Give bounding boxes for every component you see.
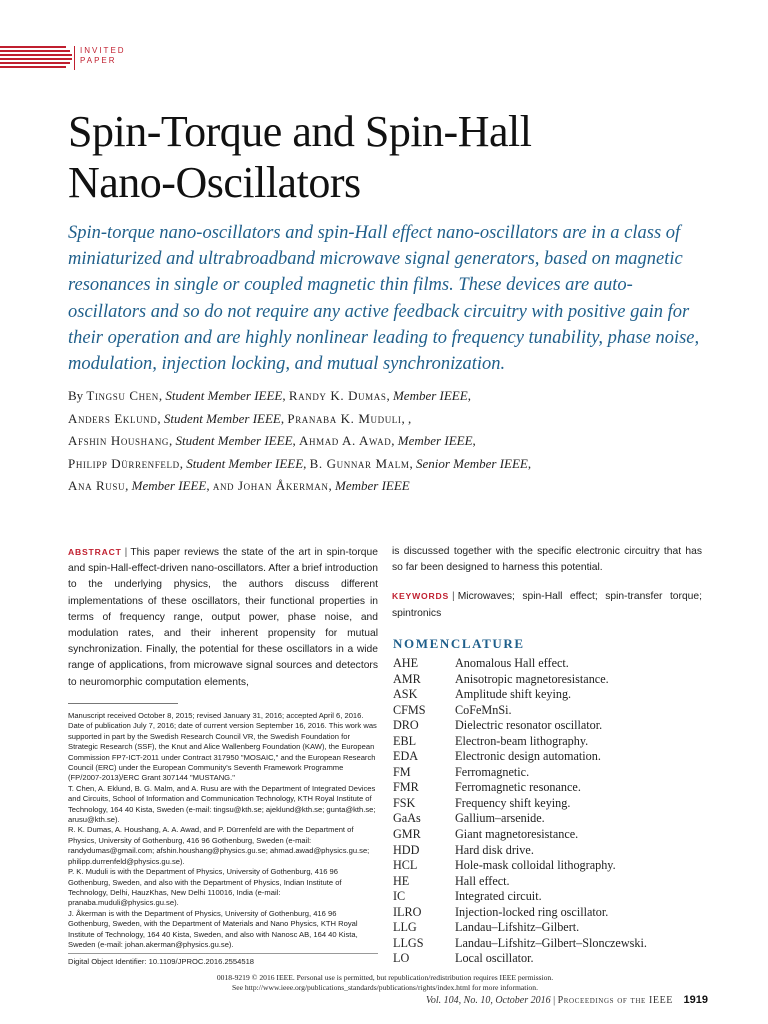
journal-footer: [426, 994, 708, 1006]
nomenclature-item: [393, 765, 713, 781]
nomenclature-abbr: ASK: [393, 687, 418, 702]
nomenclature-abbr: FSK: [393, 795, 416, 810]
nomenclature-definition: Hall effect.: [455, 873, 510, 888]
nomenclature-definition: Gallium–arsenide.: [455, 811, 545, 826]
nomenclature-definition: Frequency shift keying.: [455, 795, 571, 810]
footnote-paragraph: R. K. Dumas, A. Houshang, A. A. Awad, and P. Dürrenfeld are with the Department of Physics, University of Gothenburg, 416 96 Gothenburg, Sweden (e-mail: randydumas@gmail.com; afshin.houshang@physics.gu.se; ahmad.awad@physics.gu.se; philipp.durrenfeld@physics.gu.se).: [68, 825, 370, 866]
nomenclature-abbr: DRO: [393, 718, 419, 733]
title-line-2: Nano-Oscillators: [68, 158, 361, 207]
nomenclature-item: [393, 796, 713, 812]
nomenclature-item: [393, 905, 713, 921]
author-role: Member IEEE: [335, 478, 410, 493]
nomenclature-item: [393, 672, 713, 688]
author-separator: ,: [303, 455, 307, 471]
nomenclature-item: [393, 718, 713, 734]
nomenclature-abbr: LO: [393, 951, 410, 966]
nomenclature-definition: Integrated circuit.: [455, 889, 542, 904]
nomenclature-abbr: LLGS: [393, 935, 424, 950]
abstract-block: [68, 544, 378, 691]
abstract-separator: |: [124, 547, 128, 558]
author-name: Pranaba K. Muduli: [287, 410, 402, 426]
by-label: By: [68, 388, 84, 403]
invited-paper-mark: [0, 44, 160, 72]
nomenclature-abbr: HCL: [393, 858, 418, 873]
footnote-paragraph: Manuscript received October 8, 2015; revised January 31, 2016; accepted April 6, 2016. Date of publication July 7, 2016; date of current version September 16, 2016. This work was supported in part by the Swedish Research Council VR, the Swedish Foundation for Strategic Research (SSF), the Knut and Alice Wallenberg Foundation (KAW), the European Commission FP7-ICT-2011 under Contract 317950 "MOSAIC," and the European Research Council (ERC) under the European Community's Seventh Framework Programme (FP/2007-2013)/ERC Grant 307144 "MUSTANG.": [68, 711, 377, 783]
nomenclature-definition: Amplitude shift keying.: [455, 687, 572, 702]
keywords-label: KEYWORDS: [392, 591, 450, 602]
nomenclature-item: [393, 703, 713, 719]
footnote-paragraph: J. Åkerman is with the Department of Physics, University of Gothenburg, 416 96 Gothenburg, Sweden, with the Department of Materials and Nano Physics, KTH Royal Institute of Technology, 164 40 Kista, Sweden, and also with Nanosc AB, 164 40 Kista, Sweden (e-mail: johan.akerman@physics.gu.se).: [68, 908, 358, 949]
author-separator: ,: [292, 433, 296, 448]
nomenclature-abbr: IC: [393, 889, 406, 904]
nomenclature-definition: Anomalous Hall effect.: [455, 656, 569, 670]
nomenclature-item: [393, 780, 713, 796]
author-role: Student Member IEEE: [165, 388, 283, 403]
doi-text: Digital Object Identifier: 10.1109/JPROC.2016.2554518: [68, 957, 255, 966]
nomenclature-definition: CoFeMnSi.: [455, 702, 512, 717]
author-line: Anders Eklund, Student Member IEEE, Pranaba K. Muduli, ,: [68, 410, 412, 426]
author-role: Senior Member IEEE: [415, 455, 528, 471]
nomenclature-definition: Local oscillator.: [455, 951, 534, 966]
author-name: Tingsu Chen: [86, 388, 159, 403]
author-name: Ahmad A. Awad: [299, 433, 392, 448]
nomenclature-definition: Ferromagnetic.: [455, 764, 530, 779]
keywords-text: Microwaves; spin-Hall effect; spin-transfer torque; spintronics: [392, 591, 702, 619]
nomenclature-abbr: ILRO: [393, 904, 422, 919]
nomenclature-abbr: AHE: [393, 656, 419, 670]
nomenclature-abbr: GaAs: [393, 811, 421, 826]
title-line-1: Spin-Torque and Spin-Hall: [68, 107, 532, 156]
nomenclature-item: [393, 951, 713, 967]
journal-name: Proceedings of the IEEE: [557, 995, 674, 1006]
invited-line: INVITED: [80, 46, 126, 55]
author-list: [68, 385, 708, 498]
abstract-continuation: is discussed together with the specific electronic circuitry that has so far been designed to harness this potential.: [392, 546, 702, 574]
nomenclature-item: [393, 734, 713, 750]
nomenclature-definition: Ferromagnetic resonance.: [455, 780, 581, 795]
nomenclature-item: [393, 827, 713, 843]
nomenclature-abbr: LLG: [393, 920, 417, 935]
nomenclature-list: [393, 656, 713, 967]
doi-divider: [68, 953, 378, 954]
nomenclature-abbr: AMR: [393, 671, 421, 686]
invited-divider: [74, 46, 75, 70]
right-column: [392, 544, 702, 622]
stripes-decoration: [0, 44, 72, 72]
author-separator: ,: [467, 388, 471, 403]
author-name: B. Gunnar Malm: [309, 455, 410, 471]
nomenclature-definition: Hard disk drive.: [455, 842, 534, 857]
nomenclature-abbr: GMR: [393, 827, 421, 842]
journal-separator: |: [553, 995, 556, 1006]
nomenclature-abbr: FMR: [393, 780, 419, 795]
nomenclature-item: [393, 843, 713, 859]
nomenclature-definition: Electron-beam lithography.: [455, 733, 589, 748]
nomenclature-abbr: HDD: [393, 842, 420, 857]
copyright-notice: [150, 973, 620, 993]
nomenclature-definition: Electronic design automation.: [455, 749, 601, 764]
nomenclature-item: [393, 936, 713, 952]
nomenclature-item: [393, 874, 713, 890]
invited-label: [80, 46, 126, 66]
author-separator: ,: [280, 410, 285, 426]
copyright-line-2: See http://www.ieee.org/publications_standards/publications/rights/index.html for more information.: [231, 983, 538, 992]
abstract-text: This paper reviews the state of the art in spin-torque and spin-Hall-effect-driven nano-oscillators. After a brief introduction to the underlying physics, the authors discuss different implementations of these oscillators, their functional properties in terms of frequency range, output power, phase noise, and modulation rates, and their inherent propensity for mutual synchronization. Finally, the potential for these oscillators in a wide range of applications, from microwave signal sources and detectors to neuromorphic computation elements,: [68, 547, 378, 688]
abstract-label: ABSTRACT: [68, 547, 122, 557]
author-separator: ,: [472, 433, 476, 448]
nomenclature-item: [393, 811, 713, 827]
paper-line: PAPER: [80, 56, 117, 65]
author-role: Student Member IEEE: [175, 433, 293, 448]
journal-issue: Vol. 104, No. 10, October 2016: [425, 995, 551, 1006]
author-role: Student Member IEEE: [163, 410, 281, 426]
author-separator: ,: [206, 478, 210, 493]
teaser-summary: Spin-torque nano-oscillators and spin-Hall effect nano-oscillators are in a class of miniaturized and ultrabroadband microwave signal generators, based on magnetic resonances in single or coupled magnetic thin films. These devices are auto-oscillators and so do not require any active feedback circuitry with positive gain for their operation and are highly nonlinear leading to frequency tunability, phase noise, modulation, injection locking, and mutual synchronization.: [68, 223, 700, 375]
footnote-divider: [68, 703, 178, 704]
nomenclature-heading: NOMENCLATURE: [393, 636, 525, 651]
nomenclature-abbr: CFMS: [393, 702, 426, 717]
nomenclature-definition: Giant magnetoresistance.: [455, 827, 579, 842]
nomenclature-definition: Anisotropic magnetoresistance.: [455, 671, 609, 686]
nomenclature-item: [393, 687, 713, 703]
page-number: 1919: [683, 994, 708, 1006]
nomenclature-item: [393, 749, 713, 765]
keywords-separator: |: [452, 591, 455, 603]
paper-title: [68, 106, 708, 208]
footnote-paragraph: P. K. Muduli is with the Department of Physics, University of Gothenburg, 416 96 Gothenburg, Sweden, and also with the Department of Physics, Indian Institute of Technology, Delhi, HauzKhas, New Delhi 110016, India (e-mail: pranaba.muduli@physics.gu.se).: [68, 867, 342, 908]
nomenclature-definition: Landau–Lifshitz–Gilbert–Slonczewski.: [455, 935, 647, 950]
nomenclature-definition: Injection-locked ring oscillator.: [455, 904, 609, 919]
nomenclature-item: [393, 920, 713, 936]
author-role: Member IEEE: [397, 433, 473, 448]
author-name: Afshin Houshang: [68, 433, 170, 448]
nomenclature-abbr: FM: [393, 764, 411, 779]
author-name: Randy K. Dumas: [288, 388, 387, 403]
author-separator: ,: [282, 388, 286, 403]
nomenclature-abbr: HE: [393, 873, 410, 888]
author-line: By Tingsu Chen, Student Member IEEE, Randy K. Dumas, Member IEEE,: [68, 388, 471, 403]
copyright-line-1: 0018-9219 © 2016 IEEE. Personal use is permitted, but republication/redistribution requires IEEE permission.: [216, 973, 554, 982]
author-role: Student Member IEEE: [186, 455, 304, 471]
author-name: and Johan Åkerman: [212, 478, 329, 493]
author-name: Ana Rusu: [68, 478, 126, 493]
author-role: Member IEEE: [392, 388, 468, 403]
author-line: Philipp Dürrenfeld, Student Member IEEE, B. Gunnar Malm, Senior Member IEEE,: [68, 455, 532, 471]
nomenclature-item: [393, 858, 713, 874]
nomenclature-abbr: EBL: [393, 733, 417, 748]
author-line: Ana Rusu, Member IEEE, and Johan Åkerman, Member IEEE: [68, 478, 410, 493]
nomenclature-definition: Landau–Lifshitz–Gilbert.: [455, 920, 580, 935]
author-separator: ,: [527, 455, 532, 471]
nomenclature-item: [393, 889, 713, 905]
nomenclature-item: [393, 656, 713, 672]
author-separator: ,: [407, 410, 412, 426]
author-role: Member IEEE: [131, 478, 207, 493]
footnotes: [68, 711, 378, 950]
nomenclature-definition: Hole-mask colloidal lithography.: [455, 858, 616, 873]
footnote-paragraph: T. Chen, A. Eklund, B. G. Malm, and A. Rusu are with the Department of Integrated Devices and Circuits, School of Information and Communication Technology, KTH Royal Institute of Technology, 164 40 Kista, Sweden (e-mail: tingsu@kth.se; ajeklund@kth.se; gunta@kth.se; arusu@kth.se).: [68, 783, 376, 825]
keywords-block: [392, 588, 702, 621]
nomenclature-abbr: EDA: [393, 749, 419, 764]
author-name: Anders Eklund: [68, 410, 158, 426]
author-name: Philipp Dürrenfeld: [68, 455, 180, 471]
author-line: Afshin Houshang, Student Member IEEE, Ahmad A. Awad, Member IEEE,: [68, 433, 476, 448]
nomenclature-definition: Dielectric resonator oscillator.: [455, 718, 603, 733]
